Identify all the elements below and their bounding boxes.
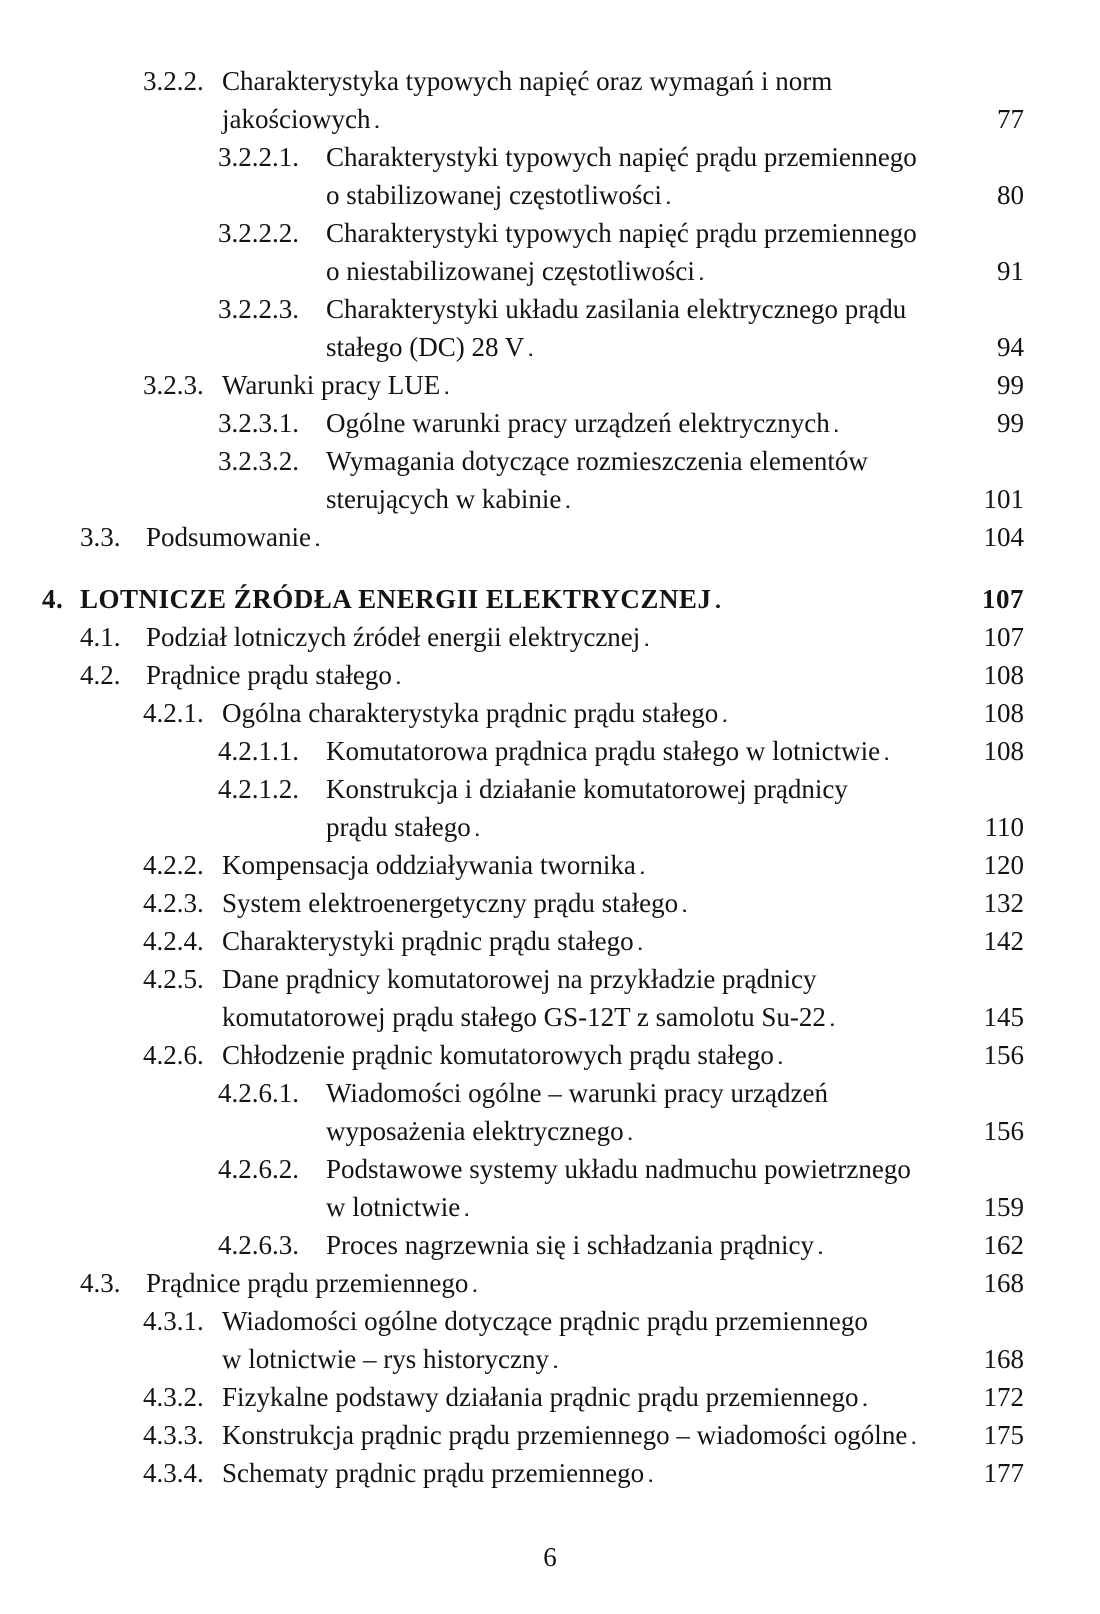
toc-number: 3.2.2. — [143, 66, 204, 96]
toc-line — [0, 618, 1024, 656]
toc-title: komutatorowej prądu stałego GS-12T z samolotu Su-22 — [222, 1002, 826, 1032]
toc-chapter[interactable] — [0, 580, 1100, 618]
toc-page-number: 80 — [997, 180, 1024, 210]
toc-line — [0, 1378, 1024, 1416]
toc-number: 4.3.3. — [143, 1420, 204, 1450]
toc-entry[interactable] — [0, 1454, 1100, 1492]
toc-entry[interactable] — [0, 214, 1100, 290]
toc-title: Wiadomości ogólne – warunki pracy urządzeń — [326, 1078, 828, 1108]
dot-leader — [666, 176, 993, 214]
toc-number: 4.2.6. — [143, 1040, 204, 1070]
toc-page-number: 156 — [983, 1040, 1024, 1070]
toc-number: 3.2.2.2. — [218, 218, 299, 248]
toc-title: Charakterystyki układu zasilania elektrycznego prądu — [326, 294, 907, 324]
toc-line — [0, 1188, 1024, 1226]
toc-page-number: 101 — [983, 484, 1024, 514]
toc-entry[interactable] — [0, 960, 1100, 1036]
toc-page-number: 77 — [997, 104, 1024, 134]
toc-title: Komutatorowa prądnica prądu stałego w lotnictwie — [326, 736, 881, 766]
toc-entry[interactable] — [0, 1150, 1100, 1226]
toc-entry[interactable] — [0, 290, 1100, 366]
toc-entry[interactable] — [0, 62, 1100, 138]
toc-line — [0, 138, 1024, 176]
toc-page-number: 142 — [983, 926, 1024, 956]
toc-title: jakościowych — [222, 104, 371, 134]
dot-leader — [863, 1378, 980, 1416]
dot-leader — [475, 808, 981, 846]
toc-line — [0, 808, 1024, 846]
toc-title: wyposażenia elektrycznego — [326, 1116, 624, 1146]
toc-title: System elektroenergetyczny prądu stałego — [222, 888, 679, 918]
toc-number: 3.3. — [80, 522, 121, 552]
dot-leader — [464, 1188, 979, 1226]
dot-leader — [722, 694, 979, 732]
toc-title: Ogólne warunki pracy urządzeń elektrycznych — [326, 408, 830, 438]
toc-title: Proces nagrzewnia się i schładzania prądnicy — [326, 1230, 815, 1260]
toc-title: Wymagania dotyczące rozmieszczenia elementów — [326, 446, 868, 476]
toc-number: 4.2.6.2. — [218, 1154, 299, 1184]
toc-title: Charakterystyki typowych napięć prądu przemiennego — [326, 218, 917, 248]
dot-leader — [374, 100, 993, 138]
dot-leader — [444, 366, 993, 404]
toc-number: 4.2.6.1. — [218, 1078, 299, 1108]
toc-line — [0, 732, 1024, 770]
toc-line — [0, 580, 1024, 618]
toc-line — [0, 366, 1024, 404]
toc-title: Warunki pracy LUE — [222, 370, 441, 400]
toc-line — [0, 100, 1024, 138]
toc-number: 4.2. — [80, 660, 121, 690]
toc-page-number: 108 — [983, 660, 1024, 690]
dot-leader — [528, 328, 993, 366]
toc-number: 4.2.1.1. — [218, 736, 299, 766]
toc-entry[interactable] — [0, 922, 1100, 960]
toc-line — [0, 1226, 1024, 1264]
toc-entry[interactable] — [0, 1416, 1100, 1454]
dot-leader — [884, 732, 979, 770]
toc-title: Charakterystyki prądnic prądu stałego — [222, 926, 634, 956]
dot-leader — [818, 1226, 979, 1264]
toc-line — [0, 960, 1024, 998]
toc-title: Konstrukcja i działanie komutatorowej prądnicy — [326, 774, 848, 804]
dot-leader — [396, 656, 980, 694]
toc-line — [0, 1340, 1024, 1378]
toc-title: LOTNICZE ŹRÓDŁA ENERGII ELEKTRYCZNEJ — [80, 584, 712, 614]
toc-title: Dane prądnicy komutatorowej na przykładzie prądnicy — [222, 964, 817, 994]
toc-title: Fizykalne podstawy działania prądnic prądu przemiennego — [222, 1382, 859, 1412]
toc-page-number: 168 — [983, 1268, 1024, 1298]
toc-title: Chłodzenie prądnic komutatorowych prądu stałego — [222, 1040, 774, 1070]
toc-page-number: 107 — [982, 584, 1024, 614]
toc-entry[interactable] — [0, 618, 1100, 656]
toc-entry[interactable] — [0, 694, 1100, 732]
dot-leader — [553, 1340, 980, 1378]
toc-line — [0, 1302, 1024, 1340]
toc-page-number: 145 — [983, 1002, 1024, 1032]
table-of-contents — [0, 62, 1100, 1492]
toc-entry[interactable] — [0, 366, 1100, 404]
toc-title: Prądnice prądu przemiennego — [146, 1268, 469, 1298]
toc-number: 4.2.3. — [143, 888, 204, 918]
toc-line — [0, 62, 1024, 100]
toc-line — [0, 656, 1024, 694]
toc-number: 4.2.1. — [143, 698, 204, 728]
toc-number: 3.2.3.2. — [218, 446, 299, 476]
toc-entry[interactable] — [0, 1302, 1100, 1378]
toc-number: 3.2.2.3. — [218, 294, 299, 324]
toc-number: 4.3.1. — [143, 1306, 204, 1336]
dot-leader — [682, 884, 979, 922]
toc-page-number: 99 — [997, 408, 1024, 438]
toc-page-number: 168 — [983, 1344, 1024, 1374]
toc-entry[interactable] — [0, 846, 1100, 884]
toc-entry[interactable] — [0, 1036, 1100, 1074]
toc-title: o niestabilizowanej częstotliwości — [326, 256, 695, 286]
toc-line — [0, 922, 1024, 960]
toc-title: Charakterystyka typowych napięć oraz wymagań i norm — [222, 66, 833, 96]
toc-page-number: 159 — [983, 1192, 1024, 1222]
toc-line — [0, 884, 1024, 922]
toc-title: Podział lotniczych źródeł energii elektrycznej — [146, 622, 641, 652]
toc-number: 3.2.3. — [143, 370, 204, 400]
toc-entry[interactable] — [0, 404, 1100, 442]
toc-title: stałego (DC) 28 V — [326, 332, 525, 362]
toc-page-number: 110 — [984, 812, 1024, 842]
dot-leader — [565, 480, 979, 518]
toc-entry[interactable] — [0, 138, 1100, 214]
toc-line — [0, 1454, 1024, 1492]
toc-title: Ogólna charakterystyka prądnic prądu stałego — [222, 698, 719, 728]
toc-line — [0, 214, 1024, 252]
toc-number: 4.3.4. — [143, 1458, 204, 1488]
toc-entry[interactable] — [0, 1074, 1100, 1150]
toc-title: Charakterystyki typowych napięć prądu przemiennego — [326, 142, 917, 172]
toc-line — [0, 290, 1024, 328]
toc-title: Podsumowanie — [146, 522, 311, 552]
toc-number: 3.2.3.1. — [218, 408, 299, 438]
dot-leader — [638, 922, 980, 960]
toc-page-number: 104 — [983, 522, 1024, 552]
toc-line — [0, 998, 1024, 1036]
toc-title: w lotnictwie – rys historyczny — [222, 1344, 549, 1374]
toc-entry[interactable] — [0, 1378, 1100, 1416]
toc-entry[interactable] — [0, 442, 1100, 518]
toc-title: Podstawowe systemy układu nadmuchu powietrznego — [326, 1154, 911, 1184]
dot-leader — [715, 580, 978, 618]
toc-number: 4.2.1.2. — [218, 774, 299, 804]
toc-title: prądu stałego — [326, 812, 471, 842]
toc-number: 4.3.2. — [143, 1382, 204, 1412]
toc-page-number: 91 — [997, 256, 1024, 286]
toc-line — [0, 328, 1024, 366]
toc-entry[interactable] — [0, 1226, 1100, 1264]
dot-leader — [648, 1454, 979, 1492]
toc-line — [0, 404, 1024, 442]
toc-entry[interactable] — [0, 518, 1100, 556]
toc-page-number: 172 — [983, 1382, 1024, 1412]
toc-number: 4.3. — [80, 1268, 121, 1298]
toc-title: Prądnice prądu stałego — [146, 660, 392, 690]
toc-page-number: 120 — [983, 850, 1024, 880]
toc-title: o stabilizowanej częstotliwości — [326, 180, 662, 210]
toc-number: 4.1. — [80, 622, 121, 652]
toc-number: 4.2.6.3. — [218, 1230, 299, 1260]
toc-line — [0, 480, 1024, 518]
toc-title: Kompensacja oddziaływania twornika — [222, 850, 636, 880]
dot-leader — [472, 1264, 979, 1302]
toc-line — [0, 1264, 1024, 1302]
toc-page-number: 156 — [983, 1116, 1024, 1146]
toc-title: Wiadomości ogólne dotyczące prądnic prądu przemiennego — [222, 1306, 868, 1336]
dot-leader — [315, 518, 980, 556]
toc-line — [0, 694, 1024, 732]
toc-page-number: 99 — [997, 370, 1024, 400]
section-gap — [0, 556, 1100, 580]
toc-number: 4.2.2. — [143, 850, 204, 880]
dot-leader — [911, 1416, 979, 1454]
toc-entry[interactable] — [0, 656, 1100, 694]
toc-entry[interactable] — [0, 884, 1100, 922]
toc-line — [0, 518, 1024, 556]
toc-page-number: 94 — [997, 332, 1024, 362]
dot-leader — [640, 846, 980, 884]
toc-page-number: 162 — [983, 1230, 1024, 1260]
toc-page-number: 132 — [983, 888, 1024, 918]
toc-line — [0, 442, 1024, 480]
toc-line — [0, 1416, 1024, 1454]
toc-entry[interactable] — [0, 732, 1100, 770]
toc-number: 4.2.4. — [143, 926, 204, 956]
toc-page-number: 108 — [983, 698, 1024, 728]
toc-entry[interactable] — [0, 770, 1100, 846]
dot-leader — [778, 1036, 980, 1074]
toc-title: sterujących w kabinie — [326, 484, 562, 514]
page-number: 6 — [543, 1542, 557, 1572]
toc-entry[interactable] — [0, 1264, 1100, 1302]
toc-line — [0, 252, 1024, 290]
toc-page-number: 175 — [983, 1420, 1024, 1450]
dot-leader — [644, 618, 979, 656]
toc-page-number: 107 — [983, 622, 1024, 652]
toc-number: 4. — [42, 584, 64, 614]
toc-line — [0, 176, 1024, 214]
dot-leader — [830, 998, 980, 1036]
toc-page-number: 177 — [983, 1458, 1024, 1488]
dot-leader — [699, 252, 993, 290]
toc-line — [0, 1150, 1024, 1188]
dot-leader — [628, 1112, 980, 1150]
toc-number: 3.2.2.1. — [218, 142, 299, 172]
toc-line — [0, 1074, 1024, 1112]
toc-title: w lotnictwie — [326, 1192, 461, 1222]
dot-leader — [834, 404, 993, 442]
toc-number: 4.2.5. — [143, 964, 204, 994]
toc-line — [0, 1112, 1024, 1150]
toc-line — [0, 846, 1024, 884]
toc-page-number: 108 — [983, 736, 1024, 766]
toc-title: Konstrukcja prądnic prądu przemiennego – wiadomości ogólne — [222, 1420, 908, 1450]
toc-line — [0, 770, 1024, 808]
toc-line — [0, 1036, 1024, 1074]
toc-title: Schematy prądnic prądu przemiennego — [222, 1458, 645, 1488]
